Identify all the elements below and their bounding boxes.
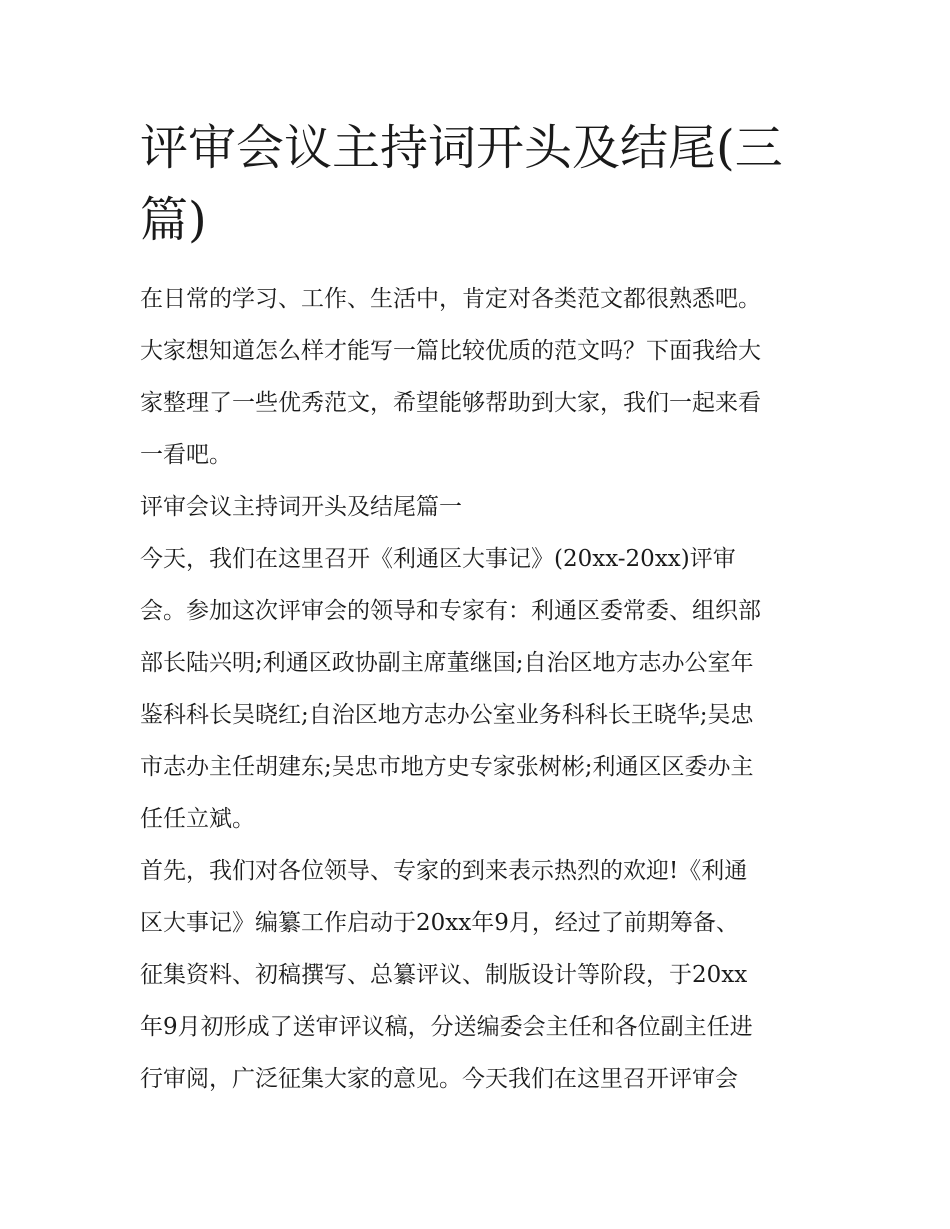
body-line: 首先，我们对各位领导、专家的到来表示热烈的欢迎!《利通 [140, 858, 748, 884]
body-line: 大家想知道怎么样才能写一篇比较优质的范文吗？下面我给大 [140, 338, 761, 364]
body-line: 市志办主任胡建东;吴忠市地方史专家张树彬;利通区区委办主 [140, 754, 754, 780]
body-line: 任任立斌。 [140, 806, 255, 832]
title-line-1: 评审会议主持词开头及结尾(三 [140, 120, 783, 176]
body-line: 年9月初形成了送审评议稿，分送编委会主任和各位副主任进 [140, 1014, 753, 1040]
section-heading: 评审会议主持词开头及结尾篇一 [140, 494, 462, 520]
body-line: 区大事记》编纂工作启动于20xx年9月，经过了前期筹备、 [140, 910, 739, 936]
body-line: 部长陆兴明;利通区政协副主席董继国;自治区地方志办公室年 [140, 650, 754, 676]
body-line: 家整理了一些优秀范文，希望能够帮助到大家，我们一起来看 [140, 390, 761, 416]
body-line: 鉴科科长吴晓红;自治区地方志办公室业务科科长王晓华;吴忠 [140, 702, 754, 728]
body-line: 征集资料、初稿撰写、总纂评议、制版设计等阶段，于20xx [140, 962, 748, 988]
body-line: 一看吧。 [140, 442, 232, 468]
body-line: 今天，我们在这里召开《利通区大事记》(20xx-20xx)评审 [140, 546, 736, 572]
body-line: 会。参加这次评审会的领导和专家有：利通区委常委、组织部 [140, 598, 761, 624]
document-title [140, 112, 820, 256]
body-line: 在日常的学习、工作、生活中，肯定对各类范文都很熟悉吧。 [140, 286, 761, 312]
body-line: 行审阅，广泛征集大家的意见。今天我们在这里召开评审会 [140, 1066, 738, 1092]
title-line-2: 篇) [140, 192, 207, 248]
document-body [140, 273, 820, 1105]
